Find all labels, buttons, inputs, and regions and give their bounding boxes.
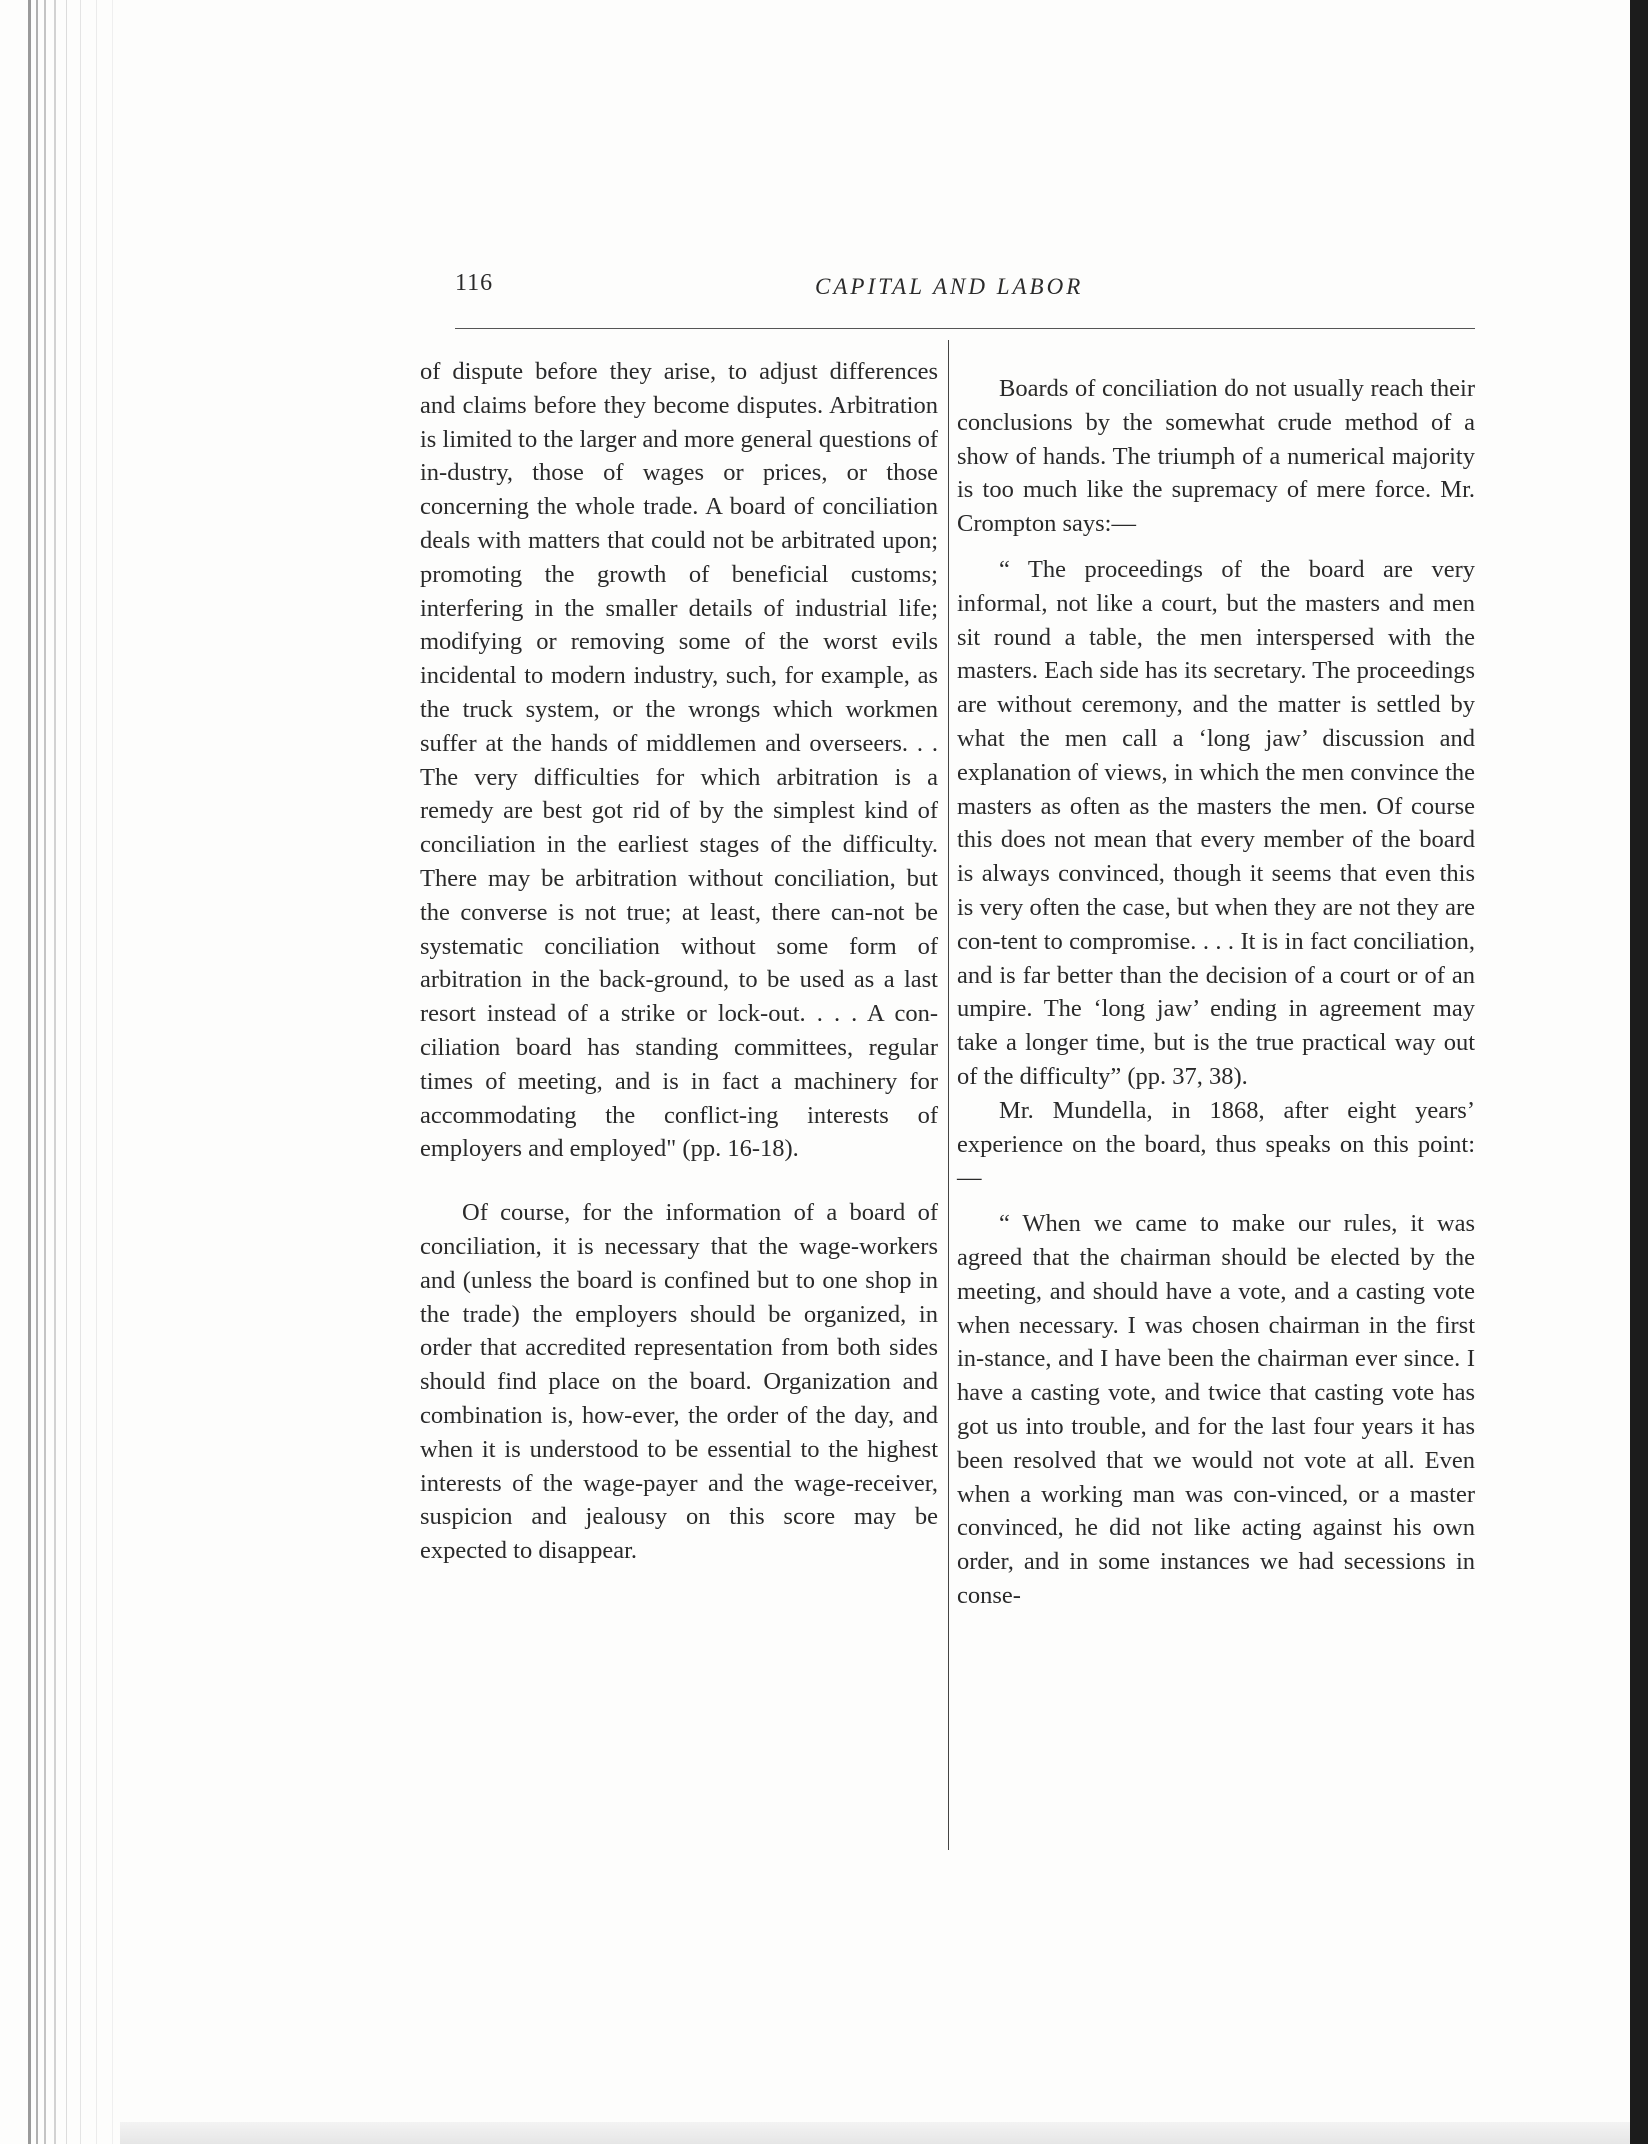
page-edge [66,0,67,2144]
right-column [957,372,1475,1613]
column-divider [948,340,949,1850]
page-edge [80,0,81,2144]
page-edge [54,0,56,2144]
page-number: 116 [455,270,494,296]
paragraph: Of course, for the information of a board of conciliation, it is necessary that the wage-workers and (unless the board is confined but to one shop in the trade) the employers should be organized, in order that accredited representation from both sides should find place on the board. Organization and combination is, how-ever, the order of the day, and when it is understood to be essential to the highest interests of the wage-payer and the wage-receiver, suspicion and jealousy on this score may be expected to disappear. [420,1199,938,1565]
page-edge [112,0,113,2144]
left-column [420,355,938,1568]
page-header [455,270,1475,330]
page-edge [96,0,97,2144]
paragraph: Boards of conciliation do not usually reach their conclusions by the somewhat crude method of a show of hands. The triumph of a numerical majority is too much like the supremacy of mere force. Mr. Crompton says:— [957,375,1475,538]
page-edge [28,0,31,2144]
page-edge [36,0,38,2144]
header-rule [455,328,1475,329]
page-bottom-edge [120,2122,1630,2144]
paragraph: of dispute before they arise, to adjust differences and claims before they become disputes. Arbitration is limited to the larger and more general questions of in-dustry, those of wages or prices, or those concerning the whole trade. A board of conciliation deals with matters that could not be arbitrated upon; promoting the growth of beneficial customs; interfering in the smaller details of industrial life; modifying or removing some of the worst evils incidental to modern industry, such, for example, as the truck system, or the wrongs which workmen suffer at the hands of middlemen and overseers. . . The very difficulties for which arbitration is a remedy are best got rid of by the simplest kind of conciliation in the earliest stages of the difficulty. There may be arbitration without conciliation, but the converse is not true; at least, there can-not be systematic conciliation without some form of arbitration in the back-ground, to be used as a last resort instead of a strike or lock-out. . . . A con-ciliation board has standing committees, regular times of meeting, and is in fact a machinery for accommodating the conflict-ing interests of employers and employed" (pp. 16-18). [420,358,938,1163]
paragraph: Mr. Mundella, in 1868, after eight years’ experience on the board, thus speaks on this point:— [957,1096,1475,1192]
running-title: CAPITAL AND LABOR [815,274,1084,299]
scan-border [1630,0,1648,2144]
page-edge [44,0,46,2144]
quote-paragraph: “ The proceedings of the board are very informal, not like a court, but the masters and men sit round a table, the men interspersed with the masters. Each side has its secretary. The proceedings are without ceremony, and the matter is settled by what the men call a ‘long jaw’ discussion and explanation of views, in which the men convince the masters as often as the masters the men. Of course this does not mean that every member of the board is always convinced, though it seems that even this is very often the case, but when they are not they are con-tent to compromise. . . . It is in fact conciliation, and is far better than the decision of a court or of an umpire. The ‘long jaw’ ending in agreement may take a longer time, but is the true practical way out of the difficulty” (pp. 37, 38). [957,555,1475,1090]
quote-paragraph: “ When we came to make our rules, it was agreed that the chairman should be elected by the meeting, and should have a vote, and a casting vote when necessary. I was chosen chairman in the first in-stance, and I have been the chairman ever since. I have a casting vote, and twice that casting vote has got us into trouble, and for the last four years it has been resolved that we would not vote at all. Even when a working man was con-vinced, or a master convinced, he did not like acting against his own order, and in some instances we had secessions in conse- [957,1210,1475,1609]
